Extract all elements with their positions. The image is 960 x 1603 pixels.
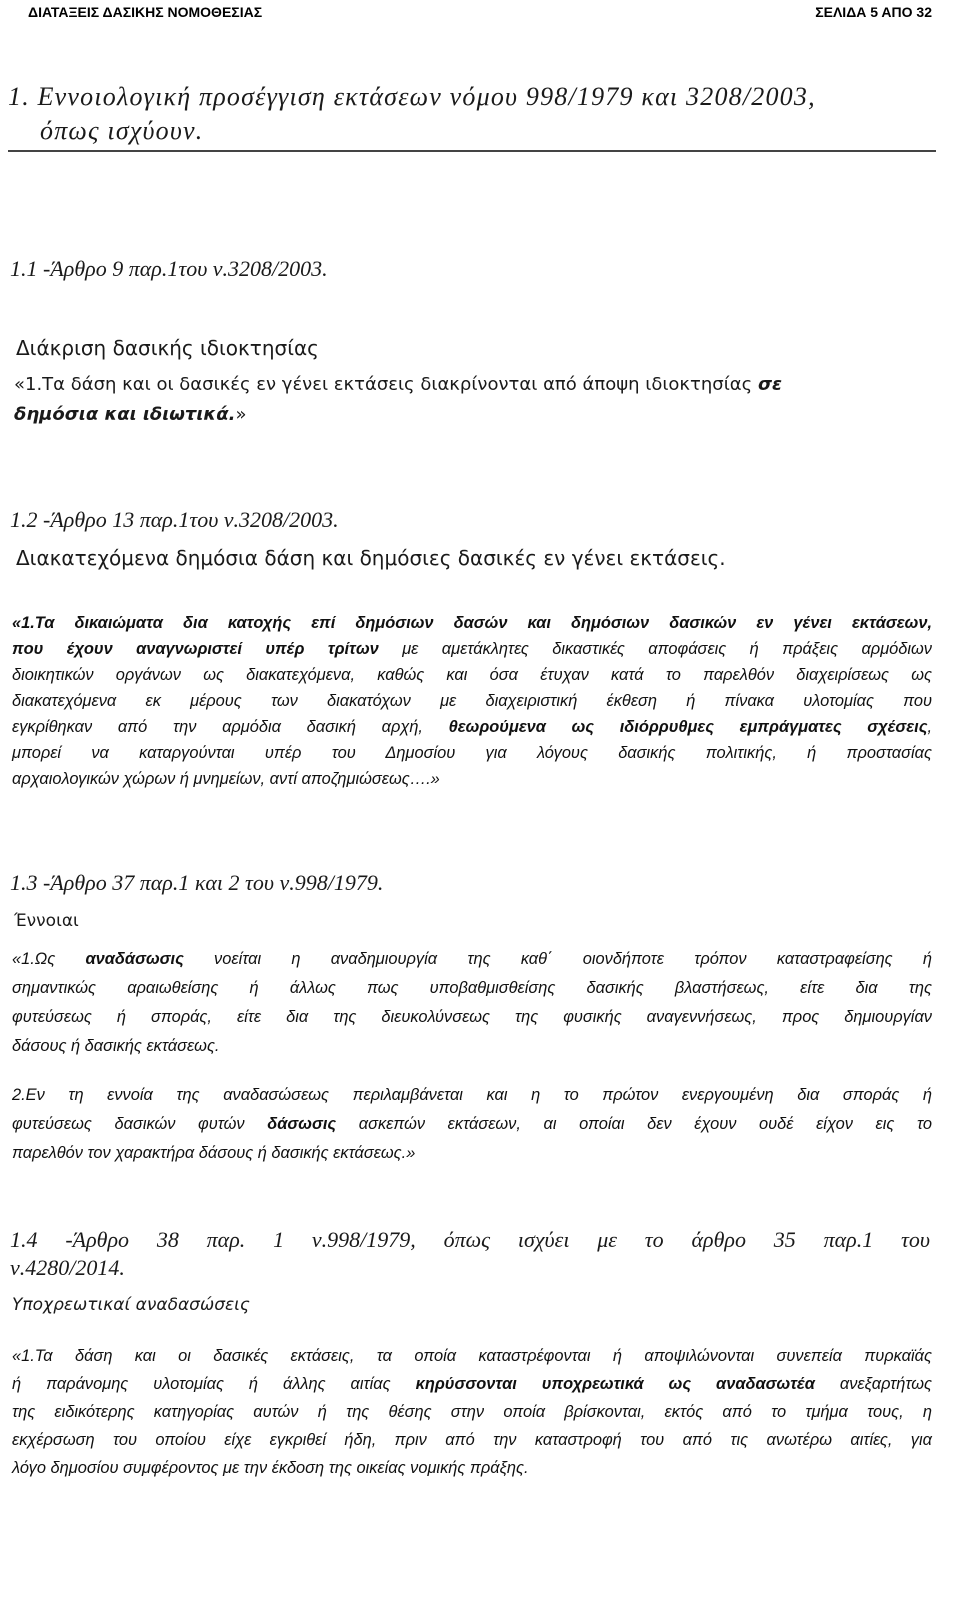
text-line: «1.Τα δάση και οι δασικές εκτάσεις, τα οποία καταστρέφονται ή αποψιλώνονται συνεπεία πυρκαϊάς xyxy=(12,1347,932,1365)
heading-line-2: ν.4280/2014. xyxy=(10,1255,125,1280)
subsection-1-2-heading: 1.2 -Άρθρο 13 παρ.1του ν.3208/2003. xyxy=(10,507,339,532)
text-line: διακατεχόμενα εκ μέρους των διακατόχων με διαχειριστική έκθεση ή πίνακα υλοτομίας που xyxy=(12,692,932,710)
text-run-bold: δημόσια και ιδιωτικά. xyxy=(14,404,236,425)
subsection-1-3-paragraph-1 xyxy=(12,945,932,1061)
text-run: ανεξαρτήτως xyxy=(814,1375,932,1393)
text-line: φυτεύσεως ή σποράς, είτε δια της διευκολύνσεως της φυσικής αναγεννήσεως, προς δημιουργίαν xyxy=(12,1008,932,1026)
text-line: 2.Εν τη εννοία της αναδασώσεως περιλαμβάνεται και η το πρώτον ενεργουμένη δια σποράς ή xyxy=(12,1086,932,1104)
text-line: μπορεί να καταργούνται υπέρ του Δημοσίου για λόγους δασικής πολιτικής, ή προστασίας xyxy=(12,744,932,762)
text-line xyxy=(12,714,932,740)
text-run-bold: αναδάσωσις xyxy=(85,950,184,968)
section-title xyxy=(8,80,816,148)
text-run: ή παράνομης υλοτομίας ή άλλης αιτίας xyxy=(12,1375,416,1393)
text-line: διοικητικών οργάνων ως διακατεχόμενα, καθώς και όσα έτυχαν κατά το παρελθόν διαχειρίσεως ως xyxy=(12,666,932,684)
text-line: της ειδικότερης κατηγορίας αυτών ή της θέσης στην οποία βρίσκονται, εκτός από το τμήμα τους, η xyxy=(12,1403,932,1421)
text-run: » xyxy=(235,404,247,425)
text-run-bold: δάσωσις xyxy=(267,1115,337,1133)
text-run-bold: σε xyxy=(757,374,782,395)
text-line: «1.Τα δικαιώματα δια κατοχής επί δημόσιων δασών και δημόσιων δασικών εν γένει εκτάσεων, xyxy=(12,614,932,632)
text-run-bold: κηρύσσονται υποχρεωτικά ως αναδασωτέα xyxy=(415,1375,815,1393)
page-header xyxy=(28,4,932,26)
text-line: αρχαιολογικών χώρων ή μνημείων, αντί αποζημιώσεως….» xyxy=(12,770,440,788)
text-line xyxy=(12,945,932,974)
text-run: νοείται η αναδημιουργία της καθ΄ οιονδήποτε τρόπον καταστραφείσης ή xyxy=(183,950,933,968)
text-run-bold: που έχουν αναγνωριστεί υπέρ τρίτων xyxy=(12,640,379,658)
text-run: ασκεπών εκτάσεων, αι οποίαι δεν έχουν ουδέ είχον εις το xyxy=(336,1115,932,1133)
subsection-1-3-subtitle: Έννοιαι xyxy=(14,911,79,931)
text-line xyxy=(12,636,932,662)
text-run: εγκρίθηκαν από την αρμόδια δασική αρχή, xyxy=(12,718,449,736)
text-line: παρελθόν τον χαρακτήρα δάσους ή δασικής εκτάσεως.» xyxy=(12,1144,416,1162)
heading-line-1: 1.4 -Άρθρο 38 παρ. 1 ν.998/1979, όπως ισχύει με το άρθρο 35 παρ.1 του xyxy=(10,1227,930,1252)
text-run: με αμετάκλητες δικαστικές αποφάσεις ή πράξεις αρμόδιων xyxy=(378,640,933,658)
subsection-1-2-subtitle: Διακατεχόμενα δημόσια δάση και δημόσιες δασικές εν γένει εκτάσεις. xyxy=(16,546,726,570)
section-title-line-2: όπως ισχύουν. xyxy=(40,116,204,145)
subsection-1-3-heading: 1.3 -Άρθρο 37 παρ.1 και 2 του ν.998/1979. xyxy=(10,870,384,895)
subsection-1-1-text xyxy=(14,370,934,430)
header-page-number: ΣΕΛΙΔΑ 5 ΑΠΟ 32 xyxy=(815,4,932,20)
text-run-bold: θεωρούμενα ως ιδιόρρυθμες εμπράγματες σχέσεις xyxy=(448,718,928,736)
text-run: «1.Ως xyxy=(12,950,86,968)
text-line: δάσους ή δασικής εκτάσεως. xyxy=(12,1037,220,1055)
text-line: σημαντικώς αραιωθείσης ή άλλως πως υποβαθμισθείσης δασικής βλαστήσεως, είτε δια της xyxy=(12,979,932,997)
subsection-1-1-subtitle: Διάκριση δασικής ιδιοκτησίας xyxy=(16,336,319,360)
text-run: , xyxy=(927,718,932,736)
section-title-line-1: 1. Εννοιολογική προσέγγιση εκτάσεων νόμου 998/1979 και 3208/2003, xyxy=(8,82,816,111)
subsection-1-1-line-1 xyxy=(14,370,934,400)
subsection-1-3-paragraph-2 xyxy=(12,1081,932,1168)
subsection-1-4-heading xyxy=(10,1226,930,1282)
header-title: ΔΙΑΤΑΞΕΙΣ ΔΑΣΙΚΗΣ ΝΟΜΟΘΕΣΙΑΣ xyxy=(28,4,263,20)
text-line: λόγο δημοσίου συμφέροντος με την έκδοση της οικείας νομικής πράξης. xyxy=(12,1459,529,1477)
text-line xyxy=(12,1370,932,1398)
subsection-1-4-text xyxy=(12,1342,932,1482)
subsection-1-1-heading: 1.1 -Άρθρο 9 παρ.1του ν.3208/2003. xyxy=(10,256,328,281)
text-line: εκχέρσωση του οποίου είχε εγκριθεί ήδη, πριν από την καταστροφή του από τις ανωτέρω αιτίες, για xyxy=(12,1431,932,1449)
section-divider xyxy=(8,150,936,152)
subsection-1-2-text xyxy=(12,610,932,792)
text-run: «1.Τα δάση και οι δασικές εν γένει εκτάσεις διακρίνονται από άποψη ιδιοκτησίας xyxy=(14,374,758,395)
subsection-1-1-line-2 xyxy=(14,400,934,430)
text-line xyxy=(12,1110,932,1139)
subsection-1-4-subtitle: Υποχρεωτικαί αναδασώσεις xyxy=(12,1295,250,1315)
text-run: φυτεύσεως δασικών φυτών xyxy=(12,1115,268,1133)
